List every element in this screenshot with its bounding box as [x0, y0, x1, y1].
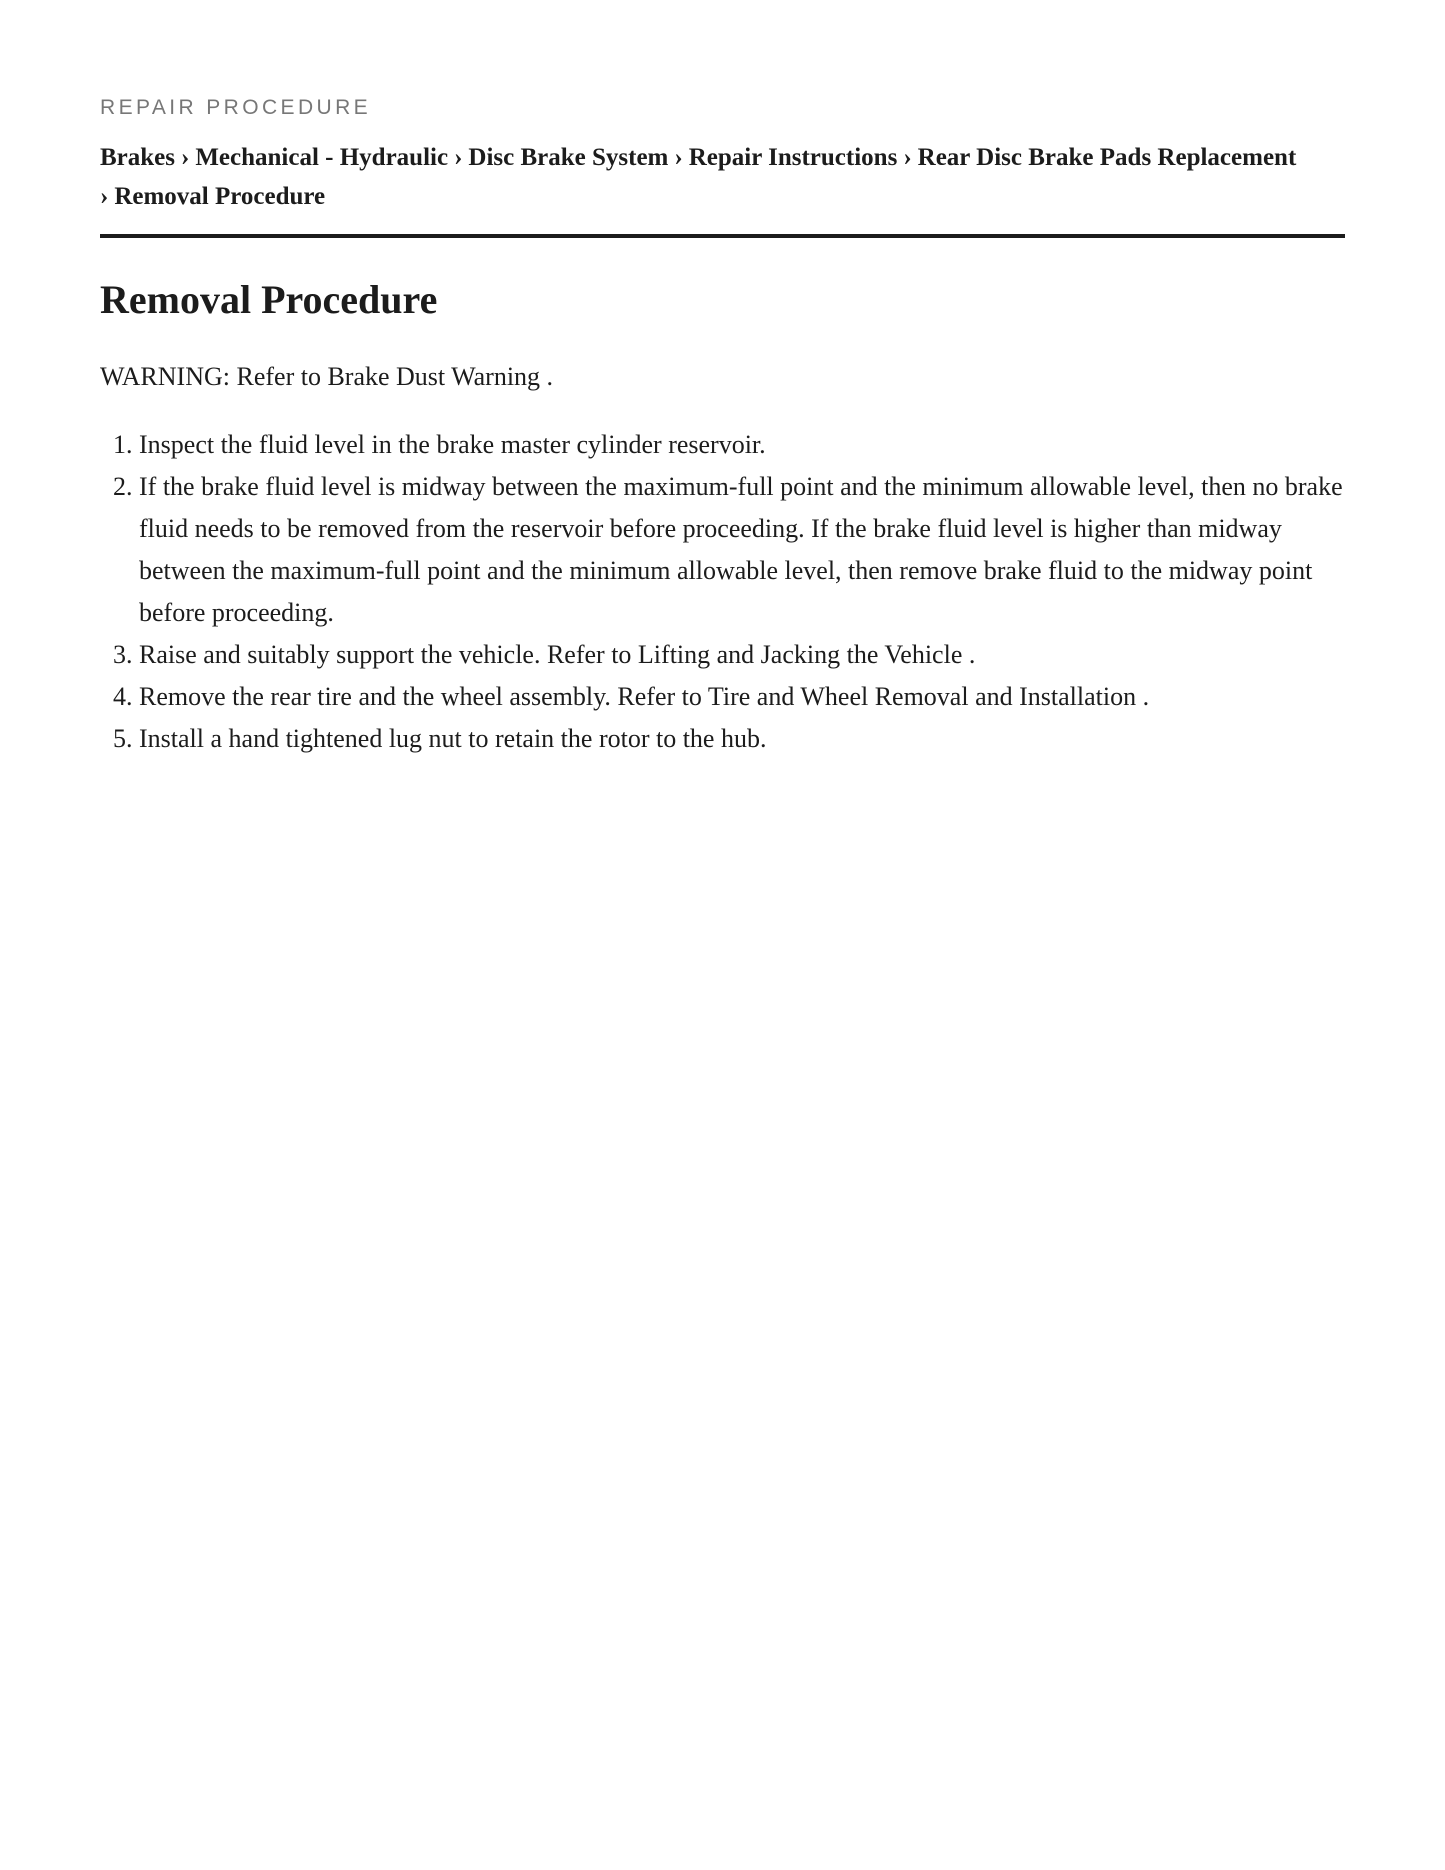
breadcrumb-item-disc-brake-system[interactable]: Disc Brake System [468, 144, 669, 171]
breadcrumb [100, 138, 1345, 238]
breadcrumb-separator: › [674, 144, 683, 171]
procedure-step-5: 5. Install a hand tightened lug nut to retain the rotor to the hub. [139, 718, 1345, 760]
procedure-steps [100, 424, 1345, 760]
procedure-step-4: 4. Remove the rear tire and the wheel assembly. Refer to Tire and Wheel Removal and Installation . [139, 676, 1345, 718]
warning-text: WARNING: Refer to Brake Dust Warning . [100, 362, 554, 391]
procedure-step-1: 1. Inspect the fluid level in the brake master cylinder reservoir. [139, 424, 1345, 466]
breadcrumb-item-rear-disc-brake-pads[interactable]: Rear Disc Brake Pads Replacement [917, 144, 1297, 171]
procedure-step-2: 2. If the brake fluid level is midway between the maximum-full point and the minimum allowable level, then no brake fluid needs to be removed from the reservoir before proceeding. If the brake fluid level is higher than midway between the maximum-full point and the minimum allowable level, then remove brake fluid to the midway point before proceeding. [139, 466, 1345, 634]
breadcrumb-item-repair-instructions[interactable]: Repair Instructions [688, 144, 898, 171]
breadcrumb-separator: › [903, 144, 912, 171]
section-eyebrow: REPAIR PROCEDURE [100, 96, 372, 119]
breadcrumb-item-mechanical-hydraulic[interactable]: Mechanical - Hydraulic [195, 144, 449, 171]
page-title: Removal Procedure [100, 277, 438, 322]
breadcrumb-item-removal-procedure: Removal Procedure [114, 183, 326, 210]
breadcrumb-separator: › [181, 144, 190, 171]
breadcrumb-separator: › [454, 144, 463, 171]
breadcrumb-separator: › [100, 183, 109, 210]
procedure-step-3: 3. Raise and suitably support the vehicle. Refer to Lifting and Jacking the Vehicle . [139, 634, 1345, 676]
breadcrumb-item-brakes[interactable]: Brakes [100, 144, 175, 171]
